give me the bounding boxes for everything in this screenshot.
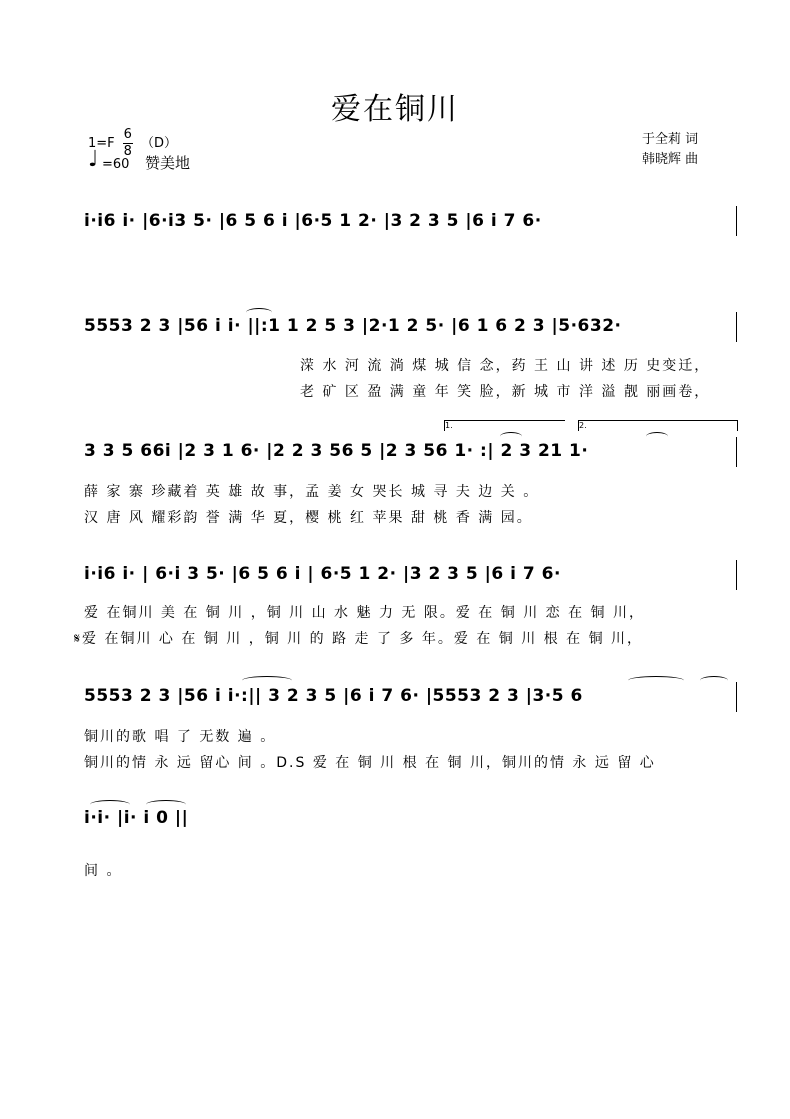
- lyric-row-5-verse-2: 铜川的情 永 远 留心 间 。D.S 爱 在 铜 川 根 在 铜 川，铜川的情 永 远 留 心: [84, 755, 656, 771]
- key-label: 1=F: [88, 136, 115, 151]
- lyric-row-6: 间 。: [84, 863, 123, 879]
- quarter-note-icon: ♩: [88, 147, 99, 172]
- lyric-row-2-verse-1: 溁 水 河 流 淌 煤 城 信 念，药 王 山 讲 述 历 史变迁，: [300, 358, 711, 374]
- notation-row-6: i·i· |i· i 0 ||: [84, 808, 189, 828]
- volta-first-ending: 1.: [444, 420, 565, 431]
- song-title: 爱在铜川: [331, 92, 459, 127]
- notation-row-5: 5553 2 3 |56 i i·:|| 3 2 3 5 |6 i 7 6· |5553 2 3 |3·5 6: [84, 686, 583, 706]
- notation-row-2: 5553 2 3 |56 i i· ||:1 1 2 5 3 |2·1 2 5· |6 1 6 2 3 |5·632·: [84, 316, 622, 336]
- lyric-row-2-verse-2: 老 矿 区 盈 满 童 年 笑 脸，新 城 市 洋 溢 靓 丽画卷，: [300, 384, 711, 400]
- time-bottom: 8: [123, 144, 132, 159]
- notation-row-4: i·i6 i· | 6·i 3 5· |6 5 6 i | 6·5 1 2· |3 2 3 5 |6 i 7 6·: [84, 564, 561, 584]
- lyric-row-5-verse-1: 铜川的歌 唱 了 无数 遍 。: [84, 729, 277, 745]
- volta-second-ending: 2.: [578, 420, 738, 431]
- lyricist: 于全莉 词: [642, 132, 699, 147]
- style-marking: 赞美地: [145, 154, 191, 172]
- lyric-row-3-verse-1: 薛 家 寨 珍藏着 英 雄 故 事，孟 姜 女 哭长 城 寻 夫 边 关 。: [84, 484, 540, 500]
- composer: 韩晓辉 曲: [642, 152, 699, 167]
- alt-key: （D）: [140, 136, 177, 151]
- time-signature: [123, 128, 133, 159]
- notation-row-1: i·i6 i· |6·i3 5· |6 5 6 i |6·5 1 2· |3 2 3 5 |6 i 7 6·: [84, 211, 542, 231]
- time-top: 6: [123, 127, 132, 142]
- lyric-row-4-verse-1: 爱 在铜川 美 在 铜 川 ，铜 川 山 水 魅 力 无 限。爱 在 铜 川 恋 在 铜 川，: [84, 605, 646, 621]
- lyric-row-3-verse-2: 汉 唐 风 耀彩韵 誉 满 华 夏，樱 桃 红 苹果 甜 桃 香 满 园。: [84, 510, 533, 526]
- tempo-value: =60: [102, 157, 130, 172]
- notation-row-3: 3 3 5 66i |2 3 1 6· |2 2 3 56 5 |2 3 56 1· :| 2 3 21 1·: [84, 441, 589, 461]
- lyric-row-4-verse-2: 𝄋爱 在铜川 心 在 铜 川 ，铜 川 的 路 走 了 多 年。爱 在 铜 川 根 在 铜 川，: [74, 631, 644, 647]
